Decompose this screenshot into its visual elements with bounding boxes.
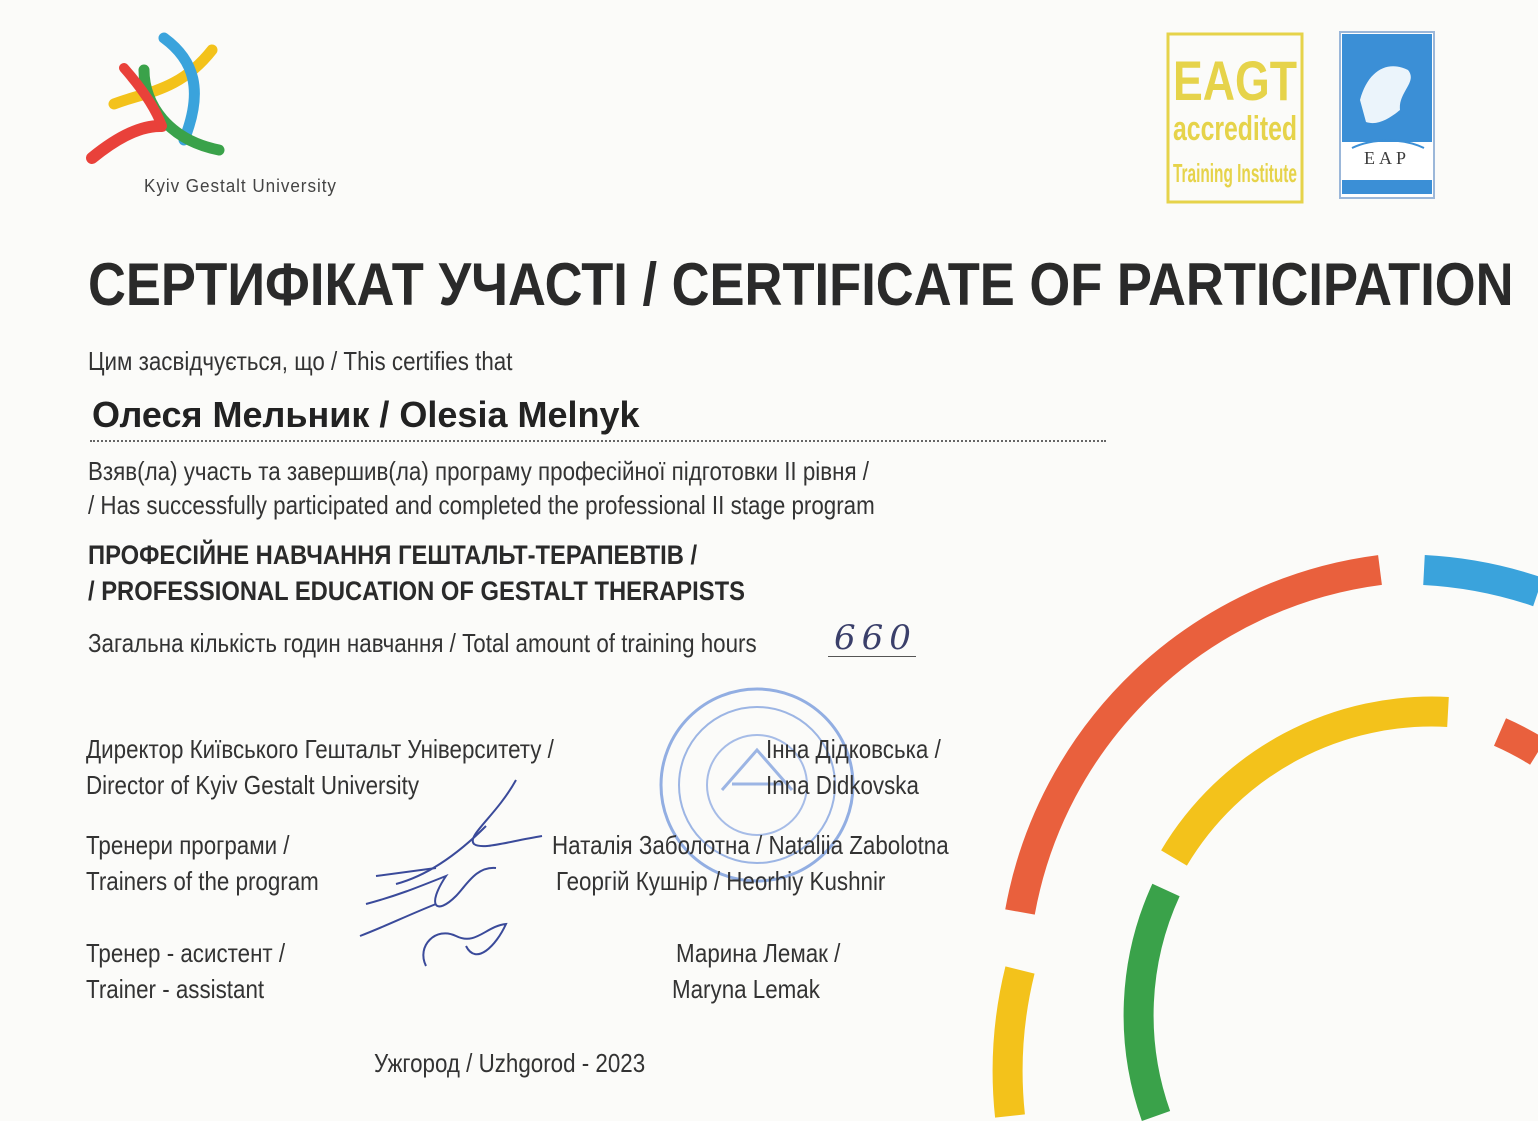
assistant-name-ua: Марина Лемак / bbox=[676, 938, 841, 968]
handwritten-signatures bbox=[356, 776, 546, 976]
decorative-rings bbox=[960, 540, 1538, 1116]
assistant-role-ua: Тренер - асистент / bbox=[86, 938, 286, 968]
eagt-badge-training: Training Institute bbox=[1173, 158, 1297, 188]
recipient-name: Олеся Мельник / Olesia Melnyk bbox=[92, 394, 640, 435]
name-underline bbox=[90, 440, 1106, 442]
director-name-ua: Інна Дідковська / bbox=[766, 734, 941, 764]
eap-badge bbox=[1338, 30, 1436, 200]
director-role-ua: Директор Київського Гештальт Університету / bbox=[86, 734, 554, 764]
program-ua: ПРОФЕСІЙНЕ НАВЧАННЯ ГЕШТАЛЬТ-ТЕРАПЕВТІВ / bbox=[88, 540, 698, 570]
assistant-role-en: Trainer - assistant bbox=[86, 974, 265, 1004]
program-en: / PROFESSIONAL EDUCATION OF GESTALT THERAPISTS bbox=[88, 576, 745, 606]
kyiv-gestalt-university-logo bbox=[84, 30, 234, 170]
logo-caption: Kyiv Gestalt University bbox=[144, 176, 337, 196]
director-role-en: Director of Kyiv Gestalt University bbox=[86, 770, 420, 800]
place-date: Ужгород / Uzhgorod - 2023 bbox=[374, 1048, 646, 1078]
ring-outer-yellow bbox=[1008, 970, 1020, 1116]
eagt-accreditation-badge bbox=[1166, 32, 1304, 204]
ring-middle-yellow bbox=[1174, 712, 1448, 858]
ring-middle-green bbox=[1139, 890, 1166, 1116]
ring-middle-orange bbox=[1500, 732, 1538, 752]
hours-underline bbox=[828, 656, 916, 657]
eagt-badge-title: EAGT bbox=[1173, 49, 1297, 112]
certifies-line: Цим засвідчується, що / This certifies that bbox=[88, 346, 513, 376]
director-name-en: Inna Didkovska bbox=[766, 770, 919, 800]
hours-label: Загальна кількість годин навчання / Total amount of training hours bbox=[88, 628, 757, 658]
ring-outer-blue bbox=[1424, 570, 1538, 592]
certificate-title: СЕРТИФІКАТ УЧАСТІ / CERTIFICATE OF PARTICIPATION bbox=[88, 251, 1514, 318]
hours-value: 660 bbox=[834, 618, 917, 658]
trainer-2: Георгій Кушнір / Heorhiy Kushnir bbox=[556, 866, 886, 896]
trainers-role-ua: Тренери програми / bbox=[86, 830, 290, 860]
completed-ua: Взяв(ла) участь та завершив(ла) програму професійної підготовки ІІ рівня / bbox=[88, 456, 870, 486]
trainers-role-en: Trainers of the program bbox=[86, 866, 319, 896]
completed-en: / Has successfully participated and completed the professional II stage program bbox=[88, 490, 875, 520]
eagt-badge-accredited: accredited bbox=[1173, 110, 1297, 148]
eap-label: EAP bbox=[1363, 148, 1411, 168]
trainer-1: Наталія Заболотна / Nataliia Zabolotna bbox=[552, 830, 949, 860]
assistant-name-en: Maryna Lemak bbox=[672, 974, 820, 1004]
